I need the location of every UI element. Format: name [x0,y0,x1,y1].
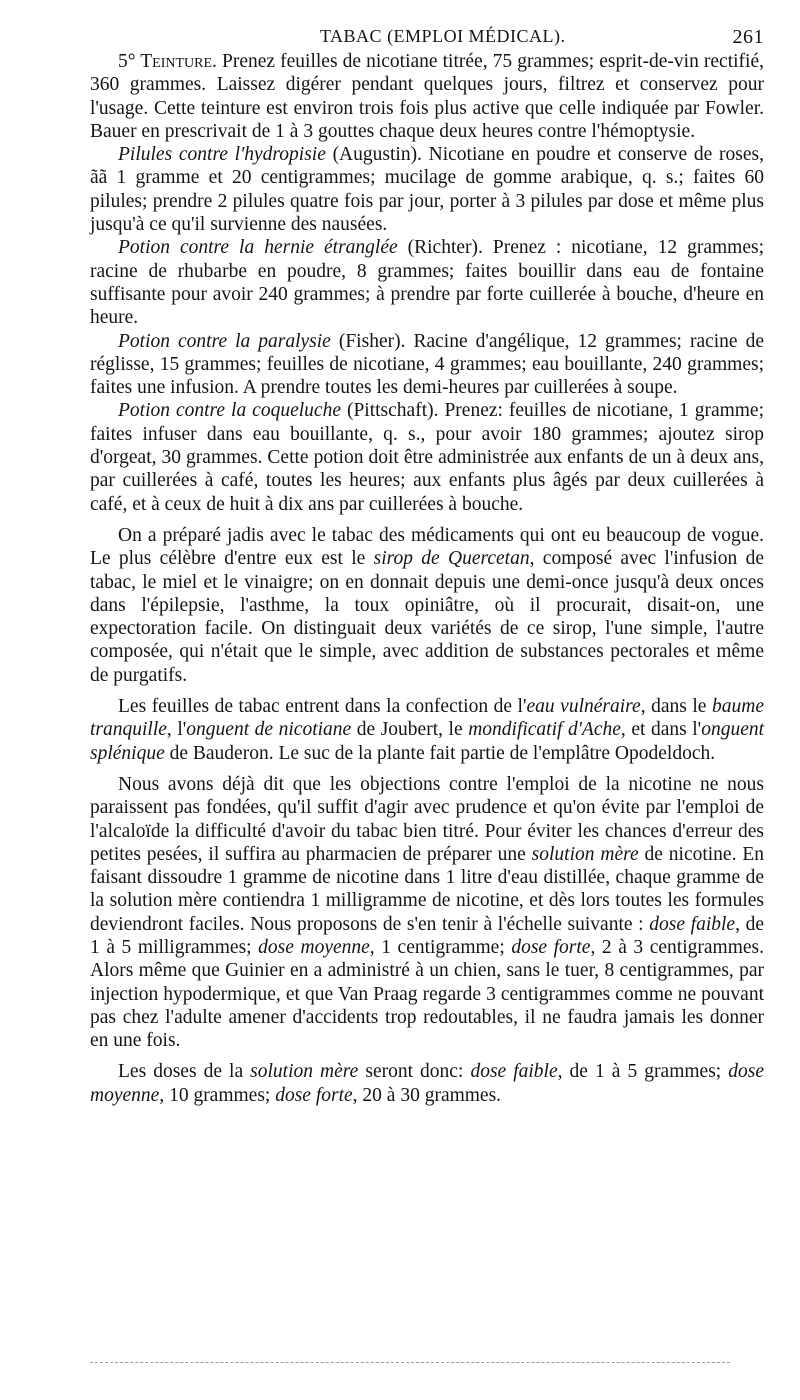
text-span: de nicotine. En faisant dissoudre 1 gramme de nicotine dans 1 litre d'eau distillée, chaque gramme de la solution mère contiendra 1 milligramme de nicotine, et dès lors toutes les formules deviendront faciles. Nous proposons de s'en tenir à l'échelle suivante : [90,843,764,935]
text-span: , de 1 à 5 grammes; [557,1061,729,1083]
italic-term: dose moyenne [90,1061,764,1106]
recipe-title: Potion contre la paralysie [118,330,331,352]
paragraph-potion-paralysie [90,330,764,400]
italic-term: dose faible [470,1061,558,1083]
paragraph-doses [90,1060,764,1107]
italic-term: mondificatif d'Ache [468,719,621,741]
body-text [90,50,764,1107]
running-head [90,22,764,50]
text-span: , l' [166,719,187,741]
text-span: On a préparé jadis avec le tabac des médicaments qui ont eu beaucoup de vogue. Le plus célèbre d'entre eux est le [90,524,764,570]
paragraph-text: (Richter). Prenez : nicotiane, 12 grammes; racine de rhubarbe en poudre, 8 grammes; faites bouillir dans eau de fontaine suffisante pour avoir 240 grammes; à prendre par forte cuillerée à bouche, d'heure en heure. [90,237,764,329]
paragraph-text: (Augustin). Nicotiane en poudre et conserve de roses, ãã 1 gramme et 20 centigrammes; mucilage de gomme arabique, q. s.; faites 60 pilules; prendre 2 pilules quatre fois par jour, porter à 3 pilules par dose et même plus jusqu'à ce qu'il survienne des nausées. [90,144,764,236]
italic-term: solution mère [250,1061,359,1083]
italic-term: sirop de Quercetan [373,548,530,570]
paragraph-potion-coqueluche [90,399,764,515]
text-span: , 10 grammes; [159,1084,276,1106]
recipe-title: Potion contre la coqueluche [118,400,341,422]
recipe-title: Pilules contre l'hydropisie [118,144,326,166]
paragraph-pilules-hydropisie [90,143,764,236]
recipe-number-label: 5° Teinture. [118,51,217,72]
italic-term: dose forte [511,936,591,958]
paragraph-text: (Fisher). Racine d'angélique, 12 grammes; racine de réglisse, 15 grammes; feuilles de nicotiane, 4 grammes; eau bouillante, 240 grammes; faites une infusion. A prendre toutes les demi-heures par cuillerées à soupe. [90,330,764,399]
text-span: Nous avons déjà dit que les objections contre l'emploi de la nicotine ne nous paraissent pas fondées, qu'il suffit d'agir avec prudence et qu'on évite par l'emploi de l'alcaloïde la difficulté d'avoir du tabac bien titré. Pour éviter les chances d'erreur des petites pesées, il suffira au pharmacien de préparer une [90,773,764,865]
paragraph-potion-hernie [90,236,764,329]
text-span: , 1 centigramme; [369,936,512,958]
text-span: de Joubert, le [351,719,469,741]
italic-term: eau vulnéraire [526,696,641,718]
text-span: , 2 à 3 centigrammes. Alors même que Guinier en a administré à un chien, sans le tuer, 8 centigrammes, par injection hypodermique, et que Van Praag regarde 3 centigrammes comme ne pouvant pas chez l'adulte amener d'accidents trop redoutables, il ne faudra jamais les donner en une fois. [90,936,765,1052]
text-span: Les doses de la [118,1061,251,1083]
paragraph-solution-mere [90,773,764,1053]
italic-term: solution mère [531,843,639,865]
footer-rule [90,1362,730,1363]
italic-term: onguent splénique [90,719,765,764]
text-span: seront donc: [358,1061,471,1083]
text-span: de Bauderon. Le suc de la plante fait partie de l'emplâtre Opodeldoch. [164,742,716,764]
text-span: , 20 à 30 grammes. [352,1084,502,1106]
paragraph-text: Prenez feuilles de nicotiane titrée, 75 grammes; esprit-de-vin rectifié, 360 grammes. Laissez digérer pendant quelques jours, filtrez et conservez pour l'usage. Cette teinture est environ trois fois plus active que celle indiquée par Fowler. Bauer en prescrivait de 1 à 3 gouttes chaque deux heures contre l'hémoptysie. [90,51,764,142]
paragraph-text: (Pittschaft). Prenez: feuilles de nicotiane, 1 gramme; faites infuser dans eau bouillante, q. s., pour avoir 180 grammes; ajoutez sirop d'orgeat, 30 grammes. Cette potion doit être administrée aux enfants de un à deux ans, par cuillerées à café, toutes les heures; aux enfants plus âgés par deux cuillerées à café, et à ceux de huit à dix ans par cuillerées à bouche. [90,400,765,515]
text-span: , de 1 à 5 milligrammes; [90,913,764,958]
italic-term: dose forte [275,1084,353,1106]
running-head-title: TABAC (EMPLOI MÉDICAL). [320,26,566,46]
text-span: Les feuilles de tabac entrent dans la confection de l' [118,696,527,718]
page-number: 261 [732,26,764,48]
paragraph-teinture [90,50,764,143]
text-span: , dans le [640,696,712,718]
paragraph-feuilles-confection [90,695,764,765]
italic-term: baume tranquille [90,696,764,741]
italic-term: onguent de nicotiane [186,719,352,741]
recipe-title: Potion contre la hernie étranglée [118,237,398,259]
italic-term: dose moyenne [258,936,370,958]
paragraph-sirop-quercetan [90,524,764,687]
text-span: , composé avec l'infusion de tabac, le miel et le vinaigre; on en donnait depuis une demi-once jusqu'à deux onces dans l'épilepsie, l'asthme, la toux opiniâtre, où il procurait, disait-on, une expectoration facile. On distinguait deux variétés de ce sirop, l'une simple, l'autre composée, qui n'était que le simple, avec addition de substances pectorales et même de purgatifs. [90,548,764,686]
text-span: , et dans l' [620,719,702,741]
italic-term: dose faible [649,913,736,935]
